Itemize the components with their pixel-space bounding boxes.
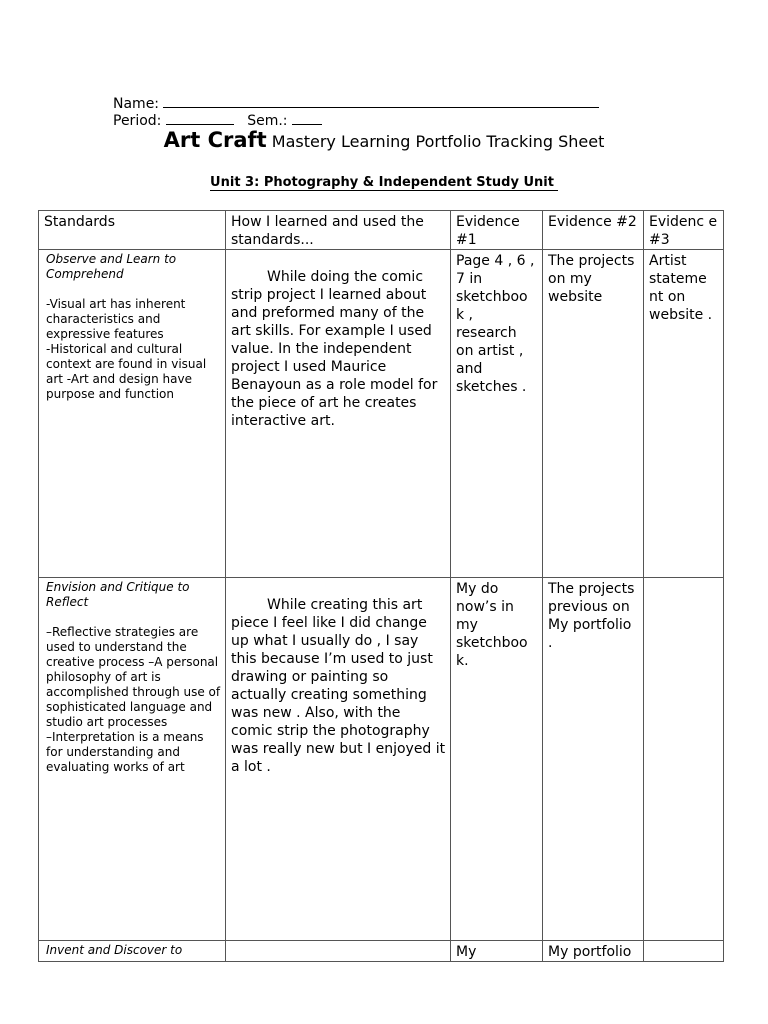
title-rest: Mastery Learning Portfolio Tracking Sheet — [271, 132, 605, 151]
tracking-table — [38, 210, 724, 962]
narrative-text: While doing the comic strip project I learned about and preformed many of the art skills. For example I used value. In the independent project I used Maurice Benayoun as a role model for the piece of art he creates interactive art. — [231, 269, 438, 429]
narrative-cell[interactable] — [226, 941, 451, 962]
evidence3-cell[interactable] — [644, 578, 724, 941]
column-header: Evidence #1 — [451, 211, 543, 250]
name-line — [113, 94, 599, 112]
column-header: Evidence #2 — [543, 211, 644, 250]
evidence2-cell[interactable]: The projects previous on My portfolio . — [543, 578, 644, 941]
column-header: Standards — [39, 211, 226, 250]
title-bold: Art Craft — [163, 128, 267, 152]
table-row — [39, 250, 724, 578]
column-header: How I learned and used the standards... — [226, 211, 451, 250]
evidence1-cell[interactable]: My do now’s in my sketchboo k. — [451, 578, 543, 941]
unit-heading: Unit 3: Photography & Independent Study Unit — [0, 175, 768, 190]
evidence2-cell[interactable]: The projects on my website — [543, 250, 644, 578]
standard-item: –Interpretation is a means for understanding and evaluating works of art — [46, 730, 204, 774]
evidence1-cell[interactable]: Page 4 , 6 , 7 in sketchboo k , research on artist , and sketches . — [451, 250, 543, 578]
standard-cell — [39, 578, 226, 941]
name-field[interactable] — [163, 94, 599, 108]
standard-title: Invent and Discover to — [46, 943, 183, 957]
evidence1-cell[interactable]: My — [451, 941, 543, 962]
standard-item: -Historical and cultural context are found in visual art -Art and design have purpose and function — [46, 342, 207, 401]
period-field[interactable] — [166, 111, 234, 125]
standard-cell — [39, 941, 226, 962]
standard-item: –Reflective strategies are used to understand the creative process –A personal philosophy of art is accomplished through use of sophisticated language and studio art processes — [46, 625, 221, 729]
sem-label: Sem.: — [247, 113, 288, 129]
table-header-row — [39, 211, 724, 250]
standard-item: -Visual art has inherent characteristics and expressive features — [46, 297, 186, 341]
period-line — [113, 111, 322, 129]
narrative-text: While creating this art piece I feel like I did change up what I usually do , I say this because I’m used to just drawing or painting so actually creating something was new . Also, with the comic strip the photography was really new but I enjoyed it a lot . — [231, 597, 446, 775]
table-row — [39, 941, 724, 962]
narrative-cell[interactable] — [226, 250, 451, 578]
column-header: Evidenc e #3 — [644, 211, 724, 250]
narrative-cell[interactable] — [226, 578, 451, 941]
standard-title: Observe and Learn to Comprehend — [46, 252, 177, 281]
standard-cell — [39, 250, 226, 578]
standard-title: Envision and Critique to Reflect — [46, 580, 190, 609]
name-label: Name: — [113, 96, 160, 112]
sem-field[interactable] — [292, 111, 322, 125]
evidence2-cell[interactable]: My portfolio — [543, 941, 644, 962]
page-title — [0, 128, 768, 152]
period-label: Period: — [113, 113, 162, 129]
evidence3-cell[interactable]: Artist stateme nt on website . — [644, 250, 724, 578]
table-row — [39, 578, 724, 941]
evidence3-cell[interactable] — [644, 941, 724, 962]
